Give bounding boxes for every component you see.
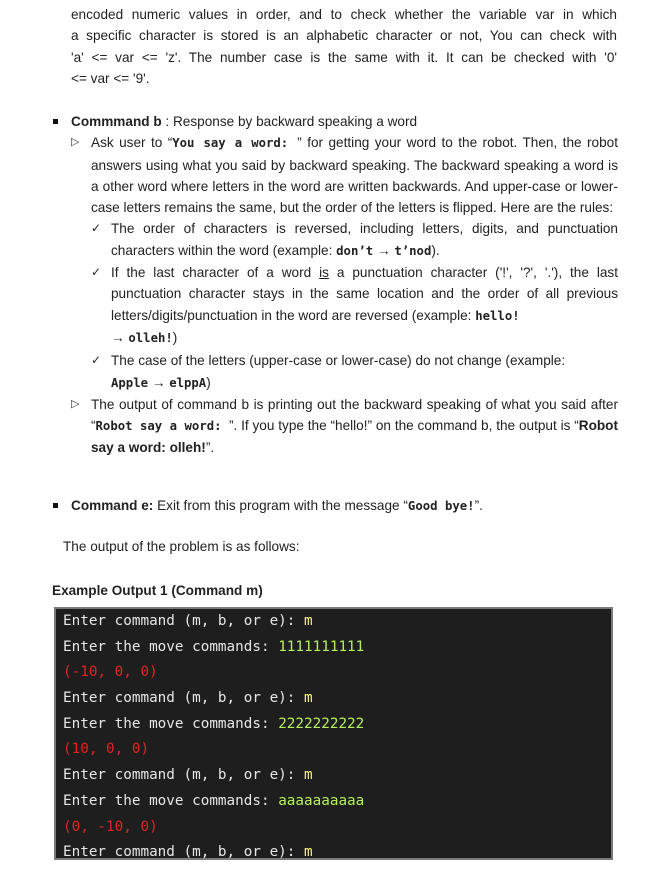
- console-line: Enter the move commands: 2222222222: [63, 715, 365, 732]
- square-bullet-icon: [53, 119, 58, 124]
- command-e-section: Command e: Exit from this program with the message “Good bye!”.: [53, 495, 618, 517]
- console-line: Enter command (m, b, or e): m: [63, 844, 313, 861]
- console-line: Enter command (m, b, or e): m: [63, 613, 313, 629]
- code-good-bye: Good bye!: [407, 499, 475, 513]
- checkmark-icon: [91, 218, 101, 239]
- command-b-paragraph-1: ▷ Ask user to “You say a word: ” for getting your word to the robot. Then, the robot answers using what you said by backward speaking. The backward speaking a word is a other word where letters in the word are written backwards. And upper-case or lower-case letters remains the same, but the order of the letters is flipped. Here are the rules: ✓ The order of characters is reversed, including letters, digits, and punctuation characters within the word (example: don’t → t’nod). ✓ If the last character of a word is a punctuation character ('!', '?', '.'), the last punctuation character stays in the same location and the order of all previous letters/digits/punctuation in the word are reversed (example: hello! → olleh!) ✓ The case of the letters (upper-case or lower-case) do not change (example: Apple → elppA): [71, 132, 618, 394]
- triangle-bullet-icon: [71, 394, 79, 415]
- checkmark-icon: [91, 350, 101, 371]
- command-b-section: [53, 111, 618, 459]
- checkmark-icon: [91, 262, 101, 283]
- console-line: Enter command (m, b, or e): m: [63, 767, 313, 784]
- triangle-bullet-icon: [71, 132, 79, 153]
- output-intro-text: The output of the problem is as follows:: [63, 539, 300, 554]
- console-line: (0, -10, 0): [63, 818, 158, 835]
- example-code: hello!: [475, 308, 520, 323]
- square-bullet-icon: [53, 503, 58, 508]
- command-b-paragraph-2: ▷ The output of command b is printing out the backward speaking of what you said after “Robot say a word: ”. If you type the “hello!” on the command b, the output is “Robot say a word: olleh!”.: [71, 394, 618, 459]
- rule-2: ✓ If the last character of a word is a punctuation character ('!', '?', '.'), the last punctuation character stays in the same location and the order of all previous letters/digits/punctuation in the word are reversed (example: hello! → olleh!): [91, 262, 618, 349]
- example-code: don’t: [336, 243, 374, 258]
- arrow-icon: →: [151, 374, 166, 390]
- console-line: (-10, 0, 0): [63, 664, 158, 681]
- command-b-label: Commmand b: [71, 114, 162, 129]
- console-output: [54, 607, 613, 860]
- console-line: Enter the move commands: aaaaaaaaaa: [63, 792, 365, 809]
- output-example: Robot say a word: olleh!: [91, 418, 619, 456]
- example-output-title: Example Output 1 (Command m): [52, 583, 263, 598]
- example-code: olleh!: [128, 330, 173, 345]
- code-you-say-a-word: You say a word:: [172, 136, 298, 151]
- command-b-desc: : Response by backward speaking a word: [161, 114, 418, 129]
- intro-line: a specific character is stored is an alphabetic character or not, You can check with: [71, 28, 617, 44]
- console-line: Enter command (m, b, or e): m: [63, 690, 313, 707]
- intro-paragraph: [71, 4, 617, 89]
- intro-line: encoded numeric values in order, and to check whether the variable var in which: [71, 7, 617, 22]
- code-robot-say-a-word: Robot say a word:: [95, 419, 229, 434]
- arrow-icon: →: [111, 329, 125, 345]
- arrow-icon: →: [376, 242, 391, 258]
- command-e-label: Command e:: [71, 498, 154, 513]
- rule-3: ✓ The case of the letters (upper-case or lower-case) do not change (example: Apple → elppA): [91, 350, 618, 394]
- example-code: t’nod: [394, 243, 432, 258]
- rule-1: ✓ The order of characters is reversed, including letters, digits, and punctuation characters within the word (example: don’t → t’nod).: [91, 218, 618, 262]
- example-code: elppA: [169, 375, 207, 390]
- console-line: Enter the move commands: 1111111111: [63, 638, 365, 655]
- example-code: Apple: [111, 375, 149, 390]
- intro-line: <= var <= '9'.: [71, 70, 150, 86]
- intro-line: 'a' <= var <= 'z'. The number case is the same with it. It can be checked with '0': [71, 49, 617, 65]
- console-line: (10, 0, 0): [63, 741, 150, 758]
- command-b-heading: [71, 111, 618, 132]
